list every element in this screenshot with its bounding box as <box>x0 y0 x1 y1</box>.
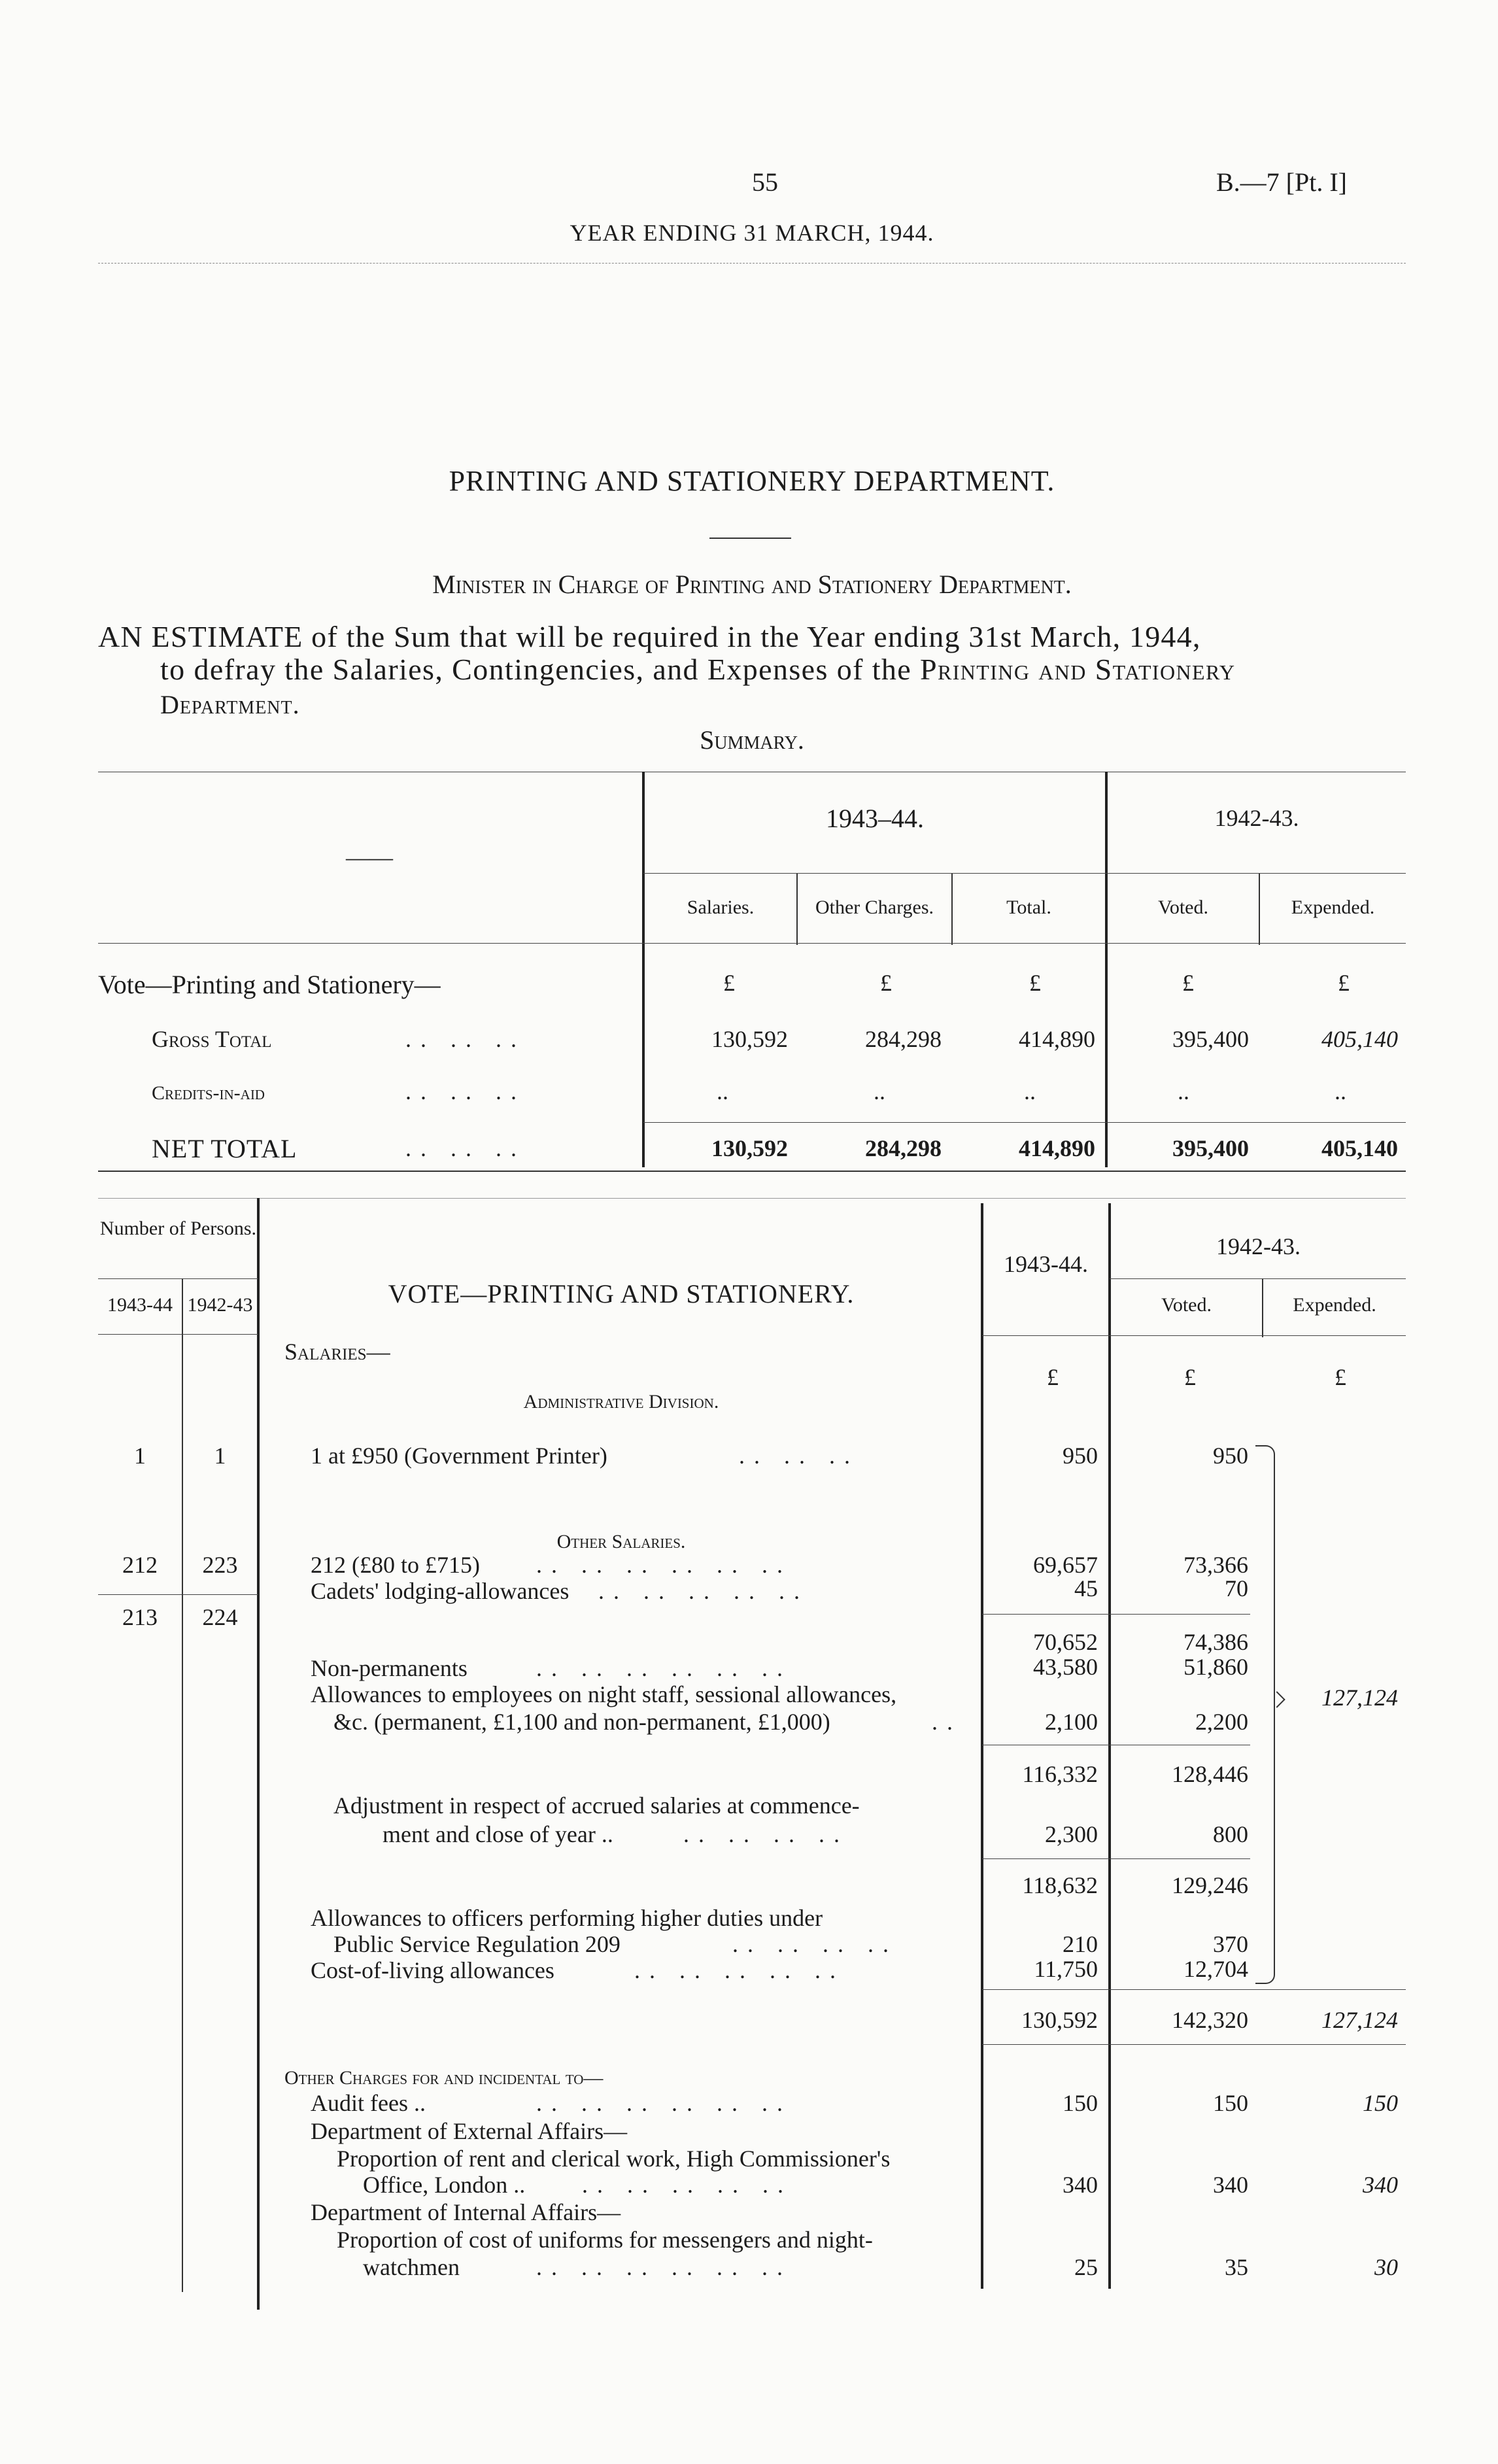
value-voted: 800 <box>1213 1821 1248 1847</box>
summary-cell: .. <box>717 1078 728 1104</box>
summary-cell: .. <box>1335 1078 1346 1104</box>
line-item-text: Adjustment in respect of accrued salaries at commence- <box>333 1792 860 1819</box>
subtotal-1943: 70,652 <box>1033 1629 1098 1655</box>
persons-col-1943: 1943-44 <box>107 1294 173 1316</box>
summary-cell: 284,298 <box>865 1135 942 1161</box>
line-item-text: Allowances to employees on night staff, sessional allowances, <box>311 1681 897 1707</box>
currency-symbol: £ <box>880 970 892 996</box>
value-1943: 2,100 <box>1045 1709 1098 1735</box>
line-item-text: Public Service Regulation 209 <box>333 1931 621 1957</box>
vote-col-1943: 1943-44. <box>1004 1251 1088 1277</box>
net-total-rule <box>643 1122 1406 1123</box>
value-1943: 340 <box>1063 2172 1098 2198</box>
line-item-text: 212 (£80 to £715) <box>311 1552 480 1578</box>
vote-col-voted: Voted. <box>1161 1294 1212 1316</box>
vote-col-group-1942: 1942-43. <box>1216 1233 1301 1259</box>
value-voted: 950 <box>1213 1443 1248 1469</box>
admin-division-heading: Administrative Division. <box>523 1391 719 1412</box>
summary-col-expended: Expended. <box>1291 897 1375 918</box>
leader-dots: .. .. .. <box>739 1443 859 1469</box>
leader-dots: .. .. .. .. <box>732 1931 898 1957</box>
persons-cell: 212 <box>122 1552 158 1578</box>
vote-col-expended: Expended. <box>1293 1294 1376 1316</box>
value-expended: 150 <box>1363 2090 1398 2116</box>
line-item-text: Non-permanents <box>311 1655 468 1681</box>
value-voted: 150 <box>1213 2090 1248 2116</box>
summary-subheader-rule <box>643 873 1406 874</box>
line-item-text: Allowances to officers performing higher duties under <box>311 1905 823 1931</box>
line-item-text: Department of External Affairs— <box>311 2118 628 2144</box>
currency-symbol: £ <box>1184 1364 1196 1390</box>
vote-col-divider-2 <box>1108 1203 1111 2289</box>
currency-symbol: £ <box>1335 1364 1346 1390</box>
value-1943: 150 <box>1063 2090 1098 2116</box>
summary-cell: 405,140 <box>1321 1026 1398 1052</box>
summary-cell: 414,890 <box>1019 1135 1095 1161</box>
line-item-text: Audit fees .. <box>311 2090 426 2116</box>
line-item-text: Proportion of cost of uniforms for messengers and night- <box>337 2227 873 2253</box>
salaries-total-expended: 127,124 <box>1321 2007 1398 2033</box>
summary-row-label: Credits-in-aid <box>152 1082 265 1104</box>
salaries-total-1943: 130,592 <box>1021 2007 1098 2033</box>
line-item-text: Cost-of-living allowances <box>311 1957 554 1983</box>
salaries-total-rule <box>982 1989 1406 1990</box>
summary-col-group-1943: 1943–44. <box>826 804 924 833</box>
value-1943: 25 <box>1074 2254 1098 2280</box>
value-voted: 370 <box>1213 1931 1248 1957</box>
header-rule <box>98 263 1406 264</box>
summary-bottom-rule <box>98 1171 1406 1172</box>
line-item-text: &c. (permanent, £1,100 and non-permanent, £1,000) <box>333 1709 830 1735</box>
summary-col-salaries: Salaries. <box>687 897 755 918</box>
currency-symbol: £ <box>1029 970 1041 996</box>
summary-col-group-1942: 1942-43. <box>1214 805 1299 831</box>
value-voted: 12,704 <box>1183 1956 1248 1982</box>
summary-cell: 395,400 <box>1172 1026 1249 1052</box>
summary-cell: .. <box>1024 1078 1036 1104</box>
summary-cell: 395,400 <box>1172 1135 1249 1161</box>
vote-col-divider-1 <box>981 1203 983 2289</box>
persons-cell: 224 <box>202 1604 238 1630</box>
persons-header-bottom-rule <box>98 1334 258 1335</box>
leader-dots: .. .. .. <box>405 1026 526 1052</box>
line-item-text: watchmen <box>363 2254 460 2280</box>
value-expended: 30 <box>1374 2254 1398 2280</box>
value-1943: 43,580 <box>1033 1654 1098 1680</box>
persons-col-divider <box>182 1278 183 2292</box>
bracket-total: 127,124 <box>1321 1685 1398 1711</box>
value-voted: 340 <box>1213 2172 1248 2198</box>
summary-heading: Summary. <box>700 725 804 755</box>
vote-header-bottom-rule <box>982 1335 1406 1336</box>
currency-symbol: £ <box>723 970 735 996</box>
currency-symbol: £ <box>1338 970 1350 996</box>
line-item-text: ment and close of year .. <box>383 1821 613 1847</box>
leader-dots: .. .. .. <box>405 1078 526 1104</box>
vote-subheader-rule <box>1110 1278 1406 1279</box>
value-1943: 950 <box>1063 1443 1098 1469</box>
persons-right-divider <box>257 1198 260 2310</box>
subtotal-rule <box>982 1858 1250 1859</box>
persons-cell: 213 <box>122 1604 158 1630</box>
summary-header-bottom-rule <box>98 943 1406 944</box>
value-1943: 2,300 <box>1045 1821 1098 1847</box>
expended-bracket <box>1255 1445 1275 1984</box>
summary-cell: .. <box>874 1078 885 1104</box>
value-voted: 51,860 <box>1183 1654 1248 1680</box>
vote-top-rule <box>98 1198 1406 1199</box>
line-item-text: Department of Internal Affairs— <box>311 2199 621 2225</box>
subtotal-rule <box>982 1614 1250 1615</box>
subtotal-voted: 129,246 <box>1172 1872 1248 1898</box>
salaries-heading: Salaries— <box>284 1339 390 1365</box>
value-expended: 340 <box>1363 2172 1398 2198</box>
value-1943: 45 <box>1074 1575 1098 1601</box>
summary-cell: 414,890 <box>1019 1026 1095 1052</box>
persons-cell: 1 <box>214 1443 226 1469</box>
leader-dots: .. .. .. .. <box>683 1821 849 1847</box>
leader-dots: .. .. .. .. .. <box>582 2172 792 2198</box>
leader-dots: .. .. .. .. .. .. <box>536 2254 792 2280</box>
persons-cell: 1 <box>134 1443 146 1469</box>
persons-header: Number of Persons. <box>99 1218 257 1239</box>
currency-symbol: £ <box>1047 1364 1059 1390</box>
summary-vote-label: Vote—Printing and Stationery— <box>98 970 441 999</box>
persons-subheader-rule <box>98 1278 258 1279</box>
estimate-line-3: Department. <box>160 690 300 719</box>
persons-cell: 223 <box>202 1552 238 1578</box>
leader-dots: .. .. .. .. .. .. <box>536 2090 792 2116</box>
minister-heading: Minister in Charge of Printing and Stationery Department. <box>432 570 1072 599</box>
leader-dots: .. <box>932 1709 962 1735</box>
summary-col-total: Total. <box>1006 897 1051 918</box>
estimate-line-2-text: to defray the Salaries, Contingencies, and Expenses of the <box>160 653 912 686</box>
summary-cell: 284,298 <box>865 1026 942 1052</box>
subtotal-1943: 116,332 <box>1022 1761 1098 1787</box>
document-reference: B.—7 [Pt. I] <box>1216 167 1347 197</box>
value-voted: 70 <box>1225 1575 1248 1601</box>
vote-title: VOTE—PRINTING AND STATIONERY. <box>388 1279 855 1309</box>
subtotal-voted: 74,386 <box>1183 1629 1248 1655</box>
summary-col-other-charges: Other Charges. <box>815 897 934 918</box>
value-1943: 69,657 <box>1033 1552 1098 1578</box>
persons-col-1942: 1942-43 <box>187 1294 253 1316</box>
summary-col-voted: Voted. <box>1158 897 1208 918</box>
summary-stub-dash: —— <box>346 844 393 870</box>
leader-dots: .. .. .. .. .. .. <box>536 1655 792 1681</box>
summary-cell: .. <box>1178 1078 1189 1104</box>
line-item-text: Cadets' lodging-allowances <box>311 1578 570 1604</box>
persons-subtotal-rule <box>98 1594 258 1595</box>
subtotal-1943: 118,632 <box>1022 1872 1098 1898</box>
other-charges-heading: Other Charges for and incidental to— <box>284 2067 604 2089</box>
leader-dots: .. .. .. .. .. <box>598 1578 809 1604</box>
currency-symbol: £ <box>1182 970 1194 996</box>
estimate-line-2 <box>160 653 1235 687</box>
salaries-total-bottom-rule <box>982 2044 1406 2045</box>
subtotal-voted: 128,446 <box>1172 1761 1248 1787</box>
line-item-text: Proportion of rent and clerical work, High Commissioner's <box>337 2146 891 2172</box>
summary-cell: 130,592 <box>711 1026 788 1052</box>
value-voted: 2,200 <box>1195 1709 1248 1735</box>
line-item-text: 1 at £950 (Government Printer) <box>311 1443 607 1469</box>
value-voted: 35 <box>1225 2254 1248 2280</box>
summary-row-label: Gross Total <box>152 1026 272 1052</box>
title-rule <box>709 538 791 539</box>
other-salaries-heading: Other Salaries. <box>556 1531 686 1552</box>
salaries-total-voted: 142,320 <box>1172 2007 1248 2033</box>
leader-dots: .. .. .. .. .. .. <box>536 1552 792 1578</box>
page-number: 55 <box>752 167 778 197</box>
line-item-text: Office, London .. <box>363 2172 526 2198</box>
value-voted: 73,366 <box>1183 1552 1248 1578</box>
leader-dots: .. .. .. <box>405 1135 526 1161</box>
value-1943: 11,750 <box>1034 1956 1098 1982</box>
summary-row-label: NET TOTAL <box>152 1134 298 1163</box>
leader-dots: .. .. .. .. .. <box>634 1957 845 1983</box>
value-1943: 210 <box>1063 1931 1098 1957</box>
summary-cell: 405,140 <box>1321 1135 1398 1161</box>
page-subtitle: YEAR ENDING 31 MARCH, 1944. <box>570 220 934 246</box>
summary-cell: 130,592 <box>711 1135 788 1161</box>
department-title: PRINTING AND STATIONERY DEPARTMENT. <box>449 465 1055 497</box>
estimate-line-1: AN ESTIMATE of the Sum that will be required in the Year ending 31st March, 1944, <box>98 620 1201 653</box>
estimate-line-2-dept: Printing and Stationery <box>920 653 1236 686</box>
